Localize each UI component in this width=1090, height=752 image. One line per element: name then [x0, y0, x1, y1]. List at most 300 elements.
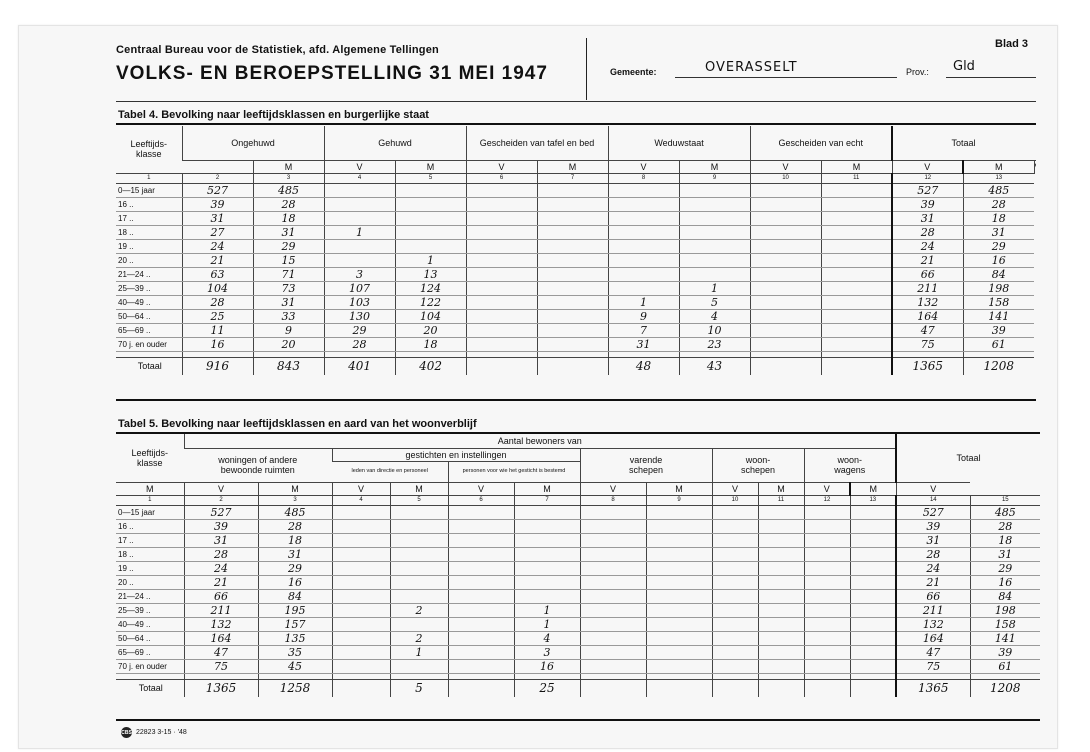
table5-total-cell[interactable] [712, 679, 758, 697]
table5-cell[interactable]: 45 [258, 659, 332, 673]
table5-cell[interactable] [758, 603, 804, 617]
table4-cell[interactable] [395, 211, 466, 225]
table4-cell[interactable] [821, 225, 892, 239]
table5-cell[interactable] [580, 547, 646, 561]
table4-cell[interactable] [466, 239, 537, 253]
table4-cell[interactable] [466, 309, 537, 323]
table5-cell[interactable]: 18 [258, 533, 332, 547]
table4-cell[interactable] [537, 323, 608, 337]
table5-cell[interactable] [804, 561, 850, 575]
table4-cell[interactable] [466, 183, 537, 197]
table4-cell[interactable]: 9 [608, 309, 679, 323]
table5-cell[interactable]: 132 [184, 617, 258, 631]
table5-cell[interactable] [804, 589, 850, 603]
table4-cell[interactable] [821, 337, 892, 351]
table5-cell[interactable]: 158 [970, 617, 1040, 631]
table4-cell[interactable] [324, 211, 395, 225]
table4-cell[interactable] [608, 183, 679, 197]
table5-cell[interactable] [712, 547, 758, 561]
table5-cell[interactable] [758, 519, 804, 533]
table4-cell[interactable] [821, 281, 892, 295]
table4-cell[interactable] [466, 337, 537, 351]
table5-cell[interactable]: 195 [258, 603, 332, 617]
table5-cell[interactable]: 485 [258, 505, 332, 519]
table4-cell[interactable] [395, 239, 466, 253]
table4-cell[interactable]: 39 [182, 197, 253, 211]
table4-cell[interactable] [750, 337, 821, 351]
table4-cell[interactable]: 124 [395, 281, 466, 295]
table5-cell[interactable]: 39 [184, 519, 258, 533]
table4-cell[interactable] [608, 197, 679, 211]
table5-cell[interactable] [390, 533, 448, 547]
table5-cell[interactable] [758, 561, 804, 575]
table5-cell[interactable] [332, 547, 390, 561]
table5-total-cell[interactable]: 25 [514, 679, 580, 697]
table4-cell[interactable] [395, 225, 466, 239]
table5-cell[interactable] [580, 589, 646, 603]
table4-cell[interactable] [821, 267, 892, 281]
table4-cell[interactable] [537, 183, 608, 197]
table5-cell[interactable] [448, 505, 514, 519]
table5-cell[interactable]: 28 [970, 519, 1040, 533]
table5-cell[interactable] [712, 533, 758, 547]
table5-cell[interactable] [850, 561, 896, 575]
table4-total-cell[interactable]: 401 [324, 357, 395, 375]
table5-cell[interactable] [646, 617, 712, 631]
table5-cell[interactable] [804, 603, 850, 617]
table4-cell[interactable] [750, 253, 821, 267]
table5-cell[interactable]: 198 [970, 603, 1040, 617]
table4-cell[interactable] [608, 239, 679, 253]
table4-cell[interactable]: 16 [182, 337, 253, 351]
table4-cell[interactable]: 1 [395, 253, 466, 267]
table5-cell[interactable] [514, 575, 580, 589]
table4-total-cell[interactable]: 1365 [892, 357, 963, 375]
table5-cell[interactable] [332, 645, 390, 659]
table5-cell[interactable] [390, 575, 448, 589]
table4-cell[interactable] [608, 211, 679, 225]
table5-cell[interactable]: 28 [896, 547, 970, 561]
table4-cell[interactable]: 73 [253, 281, 324, 295]
table4-cell[interactable] [821, 197, 892, 211]
table4-cell[interactable]: 71 [253, 267, 324, 281]
table5-cell[interactable] [448, 645, 514, 659]
table4-cell[interactable] [608, 281, 679, 295]
table5-cell[interactable] [332, 631, 390, 645]
table5-cell[interactable]: 39 [970, 645, 1040, 659]
table4-cell[interactable] [608, 267, 679, 281]
table5-cell[interactable] [712, 505, 758, 519]
table4-cell[interactable] [537, 337, 608, 351]
table5-cell[interactable]: 61 [970, 659, 1040, 673]
table5-cell[interactable] [332, 519, 390, 533]
table4-cell[interactable]: 1 [324, 225, 395, 239]
table4-cell[interactable]: 28 [324, 337, 395, 351]
table5-cell[interactable]: 527 [896, 505, 970, 519]
table5-cell[interactable] [804, 547, 850, 561]
table5-cell[interactable] [448, 561, 514, 575]
table5-cell[interactable] [758, 659, 804, 673]
table5-cell[interactable]: 35 [258, 645, 332, 659]
table4-cell[interactable]: 527 [182, 183, 253, 197]
table4-cell[interactable] [821, 211, 892, 225]
table5-cell[interactable] [804, 519, 850, 533]
table4-cell[interactable]: 31 [963, 225, 1034, 239]
table5-total-cell[interactable]: 1208 [970, 679, 1040, 697]
table5-cell[interactable] [580, 519, 646, 533]
table4-cell[interactable] [324, 239, 395, 253]
table5-total-cell[interactable] [850, 679, 896, 697]
table5-cell[interactable] [712, 575, 758, 589]
table4-cell[interactable]: 527 [892, 183, 963, 197]
table5-cell[interactable] [448, 617, 514, 631]
table4-cell[interactable] [537, 253, 608, 267]
table5-cell[interactable]: 28 [258, 519, 332, 533]
table5-cell[interactable] [758, 575, 804, 589]
table4-cell[interactable] [466, 267, 537, 281]
table4-cell[interactable] [466, 225, 537, 239]
table5-cell[interactable] [390, 547, 448, 561]
table5-cell[interactable] [804, 617, 850, 631]
table5-cell[interactable]: 527 [184, 505, 258, 519]
table5-cell[interactable] [758, 589, 804, 603]
table5-cell[interactable]: 66 [184, 589, 258, 603]
table5-cell[interactable] [448, 575, 514, 589]
table5-cell[interactable]: 211 [184, 603, 258, 617]
table4-cell[interactable]: 75 [892, 337, 963, 351]
table5-cell[interactable]: 141 [970, 631, 1040, 645]
table5-cell[interactable] [712, 603, 758, 617]
table4-cell[interactable] [679, 211, 750, 225]
table5-cell[interactable] [850, 575, 896, 589]
table4-cell[interactable] [537, 295, 608, 309]
table5-cell[interactable] [712, 631, 758, 645]
table4-total-cell[interactable] [750, 357, 821, 375]
table5-cell[interactable] [332, 505, 390, 519]
table5-cell[interactable] [804, 505, 850, 519]
table4-cell[interactable]: 25 [182, 309, 253, 323]
table4-total-cell[interactable] [537, 357, 608, 375]
table5-cell[interactable] [850, 603, 896, 617]
table5-cell[interactable]: 2 [390, 603, 448, 617]
table5-cell[interactable] [580, 575, 646, 589]
table5-cell[interactable] [646, 575, 712, 589]
table5-cell[interactable] [850, 533, 896, 547]
table5-cell[interactable]: 16 [258, 575, 332, 589]
table5-cell[interactable]: 3 [514, 645, 580, 659]
table5-cell[interactable] [646, 519, 712, 533]
table5-cell[interactable]: 2 [390, 631, 448, 645]
table4-cell[interactable]: 31 [253, 225, 324, 239]
gemeente-field[interactable]: OVERASSELT [705, 60, 798, 75]
table5-cell[interactable] [580, 505, 646, 519]
table5-cell[interactable] [390, 561, 448, 575]
table5-cell[interactable] [390, 659, 448, 673]
table4-cell[interactable] [679, 197, 750, 211]
table4-cell[interactable] [821, 309, 892, 323]
table4-total-cell[interactable] [466, 357, 537, 375]
table5-cell[interactable]: 132 [896, 617, 970, 631]
table4-cell[interactable] [466, 253, 537, 267]
table5-cell[interactable] [448, 631, 514, 645]
table4-cell[interactable] [608, 225, 679, 239]
table5-cell[interactable] [448, 533, 514, 547]
table4-cell[interactable]: 21 [892, 253, 963, 267]
table5-cell[interactable] [646, 547, 712, 561]
table4-total-cell[interactable]: 43 [679, 357, 750, 375]
table5-cell[interactable]: 1 [514, 603, 580, 617]
table5-total-cell[interactable]: 1365 [896, 679, 970, 697]
table5-cell[interactable] [850, 505, 896, 519]
table4-cell[interactable]: 10 [679, 323, 750, 337]
table5-cell[interactable]: 485 [970, 505, 1040, 519]
table5-cell[interactable] [390, 617, 448, 631]
table4-cell[interactable]: 485 [253, 183, 324, 197]
table4-cell[interactable] [679, 183, 750, 197]
table5-cell[interactable] [712, 589, 758, 603]
table5-cell[interactable] [646, 505, 712, 519]
table5-cell[interactable]: 18 [970, 533, 1040, 547]
table4-cell[interactable]: 211 [892, 281, 963, 295]
table5-cell[interactable] [804, 659, 850, 673]
table4-cell[interactable]: 24 [182, 239, 253, 253]
table5-cell[interactable] [332, 603, 390, 617]
table5-cell[interactable] [580, 561, 646, 575]
table5-cell[interactable] [332, 575, 390, 589]
table5-cell[interactable]: 24 [184, 561, 258, 575]
table5-cell[interactable] [448, 589, 514, 603]
table5-cell[interactable] [514, 561, 580, 575]
table4-cell[interactable] [750, 309, 821, 323]
table5-cell[interactable] [850, 659, 896, 673]
table4-cell[interactable] [750, 225, 821, 239]
table4-cell[interactable] [750, 183, 821, 197]
table5-cell[interactable] [712, 561, 758, 575]
table4-cell[interactable]: 28 [892, 225, 963, 239]
table4-cell[interactable]: 29 [324, 323, 395, 337]
table5-cell[interactable] [850, 617, 896, 631]
table4-cell[interactable]: 39 [892, 197, 963, 211]
table5-cell[interactable] [332, 589, 390, 603]
table5-cell[interactable]: 75 [184, 659, 258, 673]
table5-cell[interactable]: 66 [896, 589, 970, 603]
table4-cell[interactable]: 11 [182, 323, 253, 337]
table5-cell[interactable]: 211 [896, 603, 970, 617]
table5-cell[interactable]: 31 [258, 547, 332, 561]
table5-cell[interactable] [332, 659, 390, 673]
table4-total-cell[interactable]: 843 [253, 357, 324, 375]
table5-cell[interactable]: 157 [258, 617, 332, 631]
table4-cell[interactable]: 1 [679, 281, 750, 295]
table5-cell[interactable] [448, 519, 514, 533]
table4-cell[interactable]: 104 [395, 309, 466, 323]
table4-cell[interactable]: 103 [324, 295, 395, 309]
table4-cell[interactable]: 18 [395, 337, 466, 351]
table5-cell[interactable] [646, 631, 712, 645]
table4-cell[interactable]: 1 [608, 295, 679, 309]
table5-cell[interactable] [712, 659, 758, 673]
table4-cell[interactable] [537, 309, 608, 323]
table5-cell[interactable] [712, 519, 758, 533]
table4-cell[interactable] [395, 183, 466, 197]
table4-cell[interactable] [608, 253, 679, 267]
table5-total-cell[interactable] [758, 679, 804, 697]
table5-cell[interactable]: 31 [184, 533, 258, 547]
table5-cell[interactable] [646, 603, 712, 617]
table4-cell[interactable]: 29 [963, 239, 1034, 253]
table5-cell[interactable] [448, 603, 514, 617]
table5-cell[interactable] [758, 547, 804, 561]
table4-cell[interactable]: 7 [608, 323, 679, 337]
table4-cell[interactable]: 47 [892, 323, 963, 337]
table4-cell[interactable]: 198 [963, 281, 1034, 295]
table4-cell[interactable] [537, 281, 608, 295]
table4-cell[interactable]: 23 [679, 337, 750, 351]
table4-cell[interactable]: 63 [182, 267, 253, 281]
table4-cell[interactable] [324, 197, 395, 211]
table4-cell[interactable]: 164 [892, 309, 963, 323]
table4-total-cell[interactable]: 402 [395, 357, 466, 375]
table5-cell[interactable] [448, 547, 514, 561]
table5-total-cell[interactable]: 1258 [258, 679, 332, 697]
table5-cell[interactable] [850, 589, 896, 603]
table5-cell[interactable] [850, 645, 896, 659]
table4-cell[interactable]: 18 [253, 211, 324, 225]
table4-cell[interactable]: 485 [963, 183, 1034, 197]
table4-cell[interactable]: 28 [253, 197, 324, 211]
table5-cell[interactable] [580, 659, 646, 673]
table4-cell[interactable] [821, 239, 892, 253]
table5-cell[interactable]: 84 [258, 589, 332, 603]
table5-cell[interactable]: 31 [896, 533, 970, 547]
table5-total-cell[interactable] [580, 679, 646, 697]
table4-cell[interactable]: 158 [963, 295, 1034, 309]
table4-cell[interactable]: 3 [324, 267, 395, 281]
table4-cell[interactable]: 141 [963, 309, 1034, 323]
table5-cell[interactable]: 31 [970, 547, 1040, 561]
table4-cell[interactable]: 33 [253, 309, 324, 323]
table5-cell[interactable] [390, 519, 448, 533]
table4-cell[interactable]: 31 [253, 295, 324, 309]
table5-cell[interactable]: 164 [896, 631, 970, 645]
table5-cell[interactable]: 29 [970, 561, 1040, 575]
table5-total-cell[interactable] [332, 679, 390, 697]
table4-cell[interactable]: 5 [679, 295, 750, 309]
table5-cell[interactable] [580, 631, 646, 645]
table4-total-cell[interactable]: 916 [182, 357, 253, 375]
table4-cell[interactable]: 107 [324, 281, 395, 295]
table5-cell[interactable] [514, 589, 580, 603]
table5-cell[interactable] [712, 617, 758, 631]
table4-cell[interactable] [466, 281, 537, 295]
table4-cell[interactable]: 130 [324, 309, 395, 323]
table5-cell[interactable]: 47 [184, 645, 258, 659]
table4-cell[interactable] [466, 211, 537, 225]
table4-cell[interactable] [537, 211, 608, 225]
table4-cell[interactable] [679, 239, 750, 253]
table5-cell[interactable] [804, 533, 850, 547]
table4-cell[interactable] [750, 267, 821, 281]
table4-cell[interactable] [750, 197, 821, 211]
table4-cell[interactable] [750, 211, 821, 225]
table5-cell[interactable] [580, 645, 646, 659]
table4-cell[interactable] [750, 295, 821, 309]
table5-cell[interactable] [390, 505, 448, 519]
table5-cell[interactable]: 29 [258, 561, 332, 575]
table4-cell[interactable] [324, 183, 395, 197]
table4-cell[interactable] [395, 197, 466, 211]
table4-cell[interactable]: 39 [963, 323, 1034, 337]
table5-cell[interactable] [646, 533, 712, 547]
table5-cell[interactable]: 16 [970, 575, 1040, 589]
table5-cell[interactable] [332, 617, 390, 631]
table5-cell[interactable]: 84 [970, 589, 1040, 603]
table5-cell[interactable] [390, 589, 448, 603]
table4-cell[interactable]: 61 [963, 337, 1034, 351]
table4-cell[interactable] [821, 295, 892, 309]
table5-cell[interactable] [850, 519, 896, 533]
table4-cell[interactable]: 27 [182, 225, 253, 239]
table5-cell[interactable]: 75 [896, 659, 970, 673]
table5-cell[interactable] [580, 533, 646, 547]
table5-cell[interactable] [646, 589, 712, 603]
table5-cell[interactable] [514, 519, 580, 533]
table5-cell[interactable]: 24 [896, 561, 970, 575]
table5-cell[interactable] [646, 659, 712, 673]
table4-cell[interactable] [821, 253, 892, 267]
table5-cell[interactable] [758, 533, 804, 547]
table4-cell[interactable] [537, 197, 608, 211]
table4-cell[interactable]: 24 [892, 239, 963, 253]
table4-cell[interactable]: 18 [963, 211, 1034, 225]
table5-cell[interactable] [646, 561, 712, 575]
table4-cell[interactable] [537, 239, 608, 253]
province-field[interactable]: Gld [953, 59, 975, 74]
table4-cell[interactable]: 31 [608, 337, 679, 351]
table4-cell[interactable]: 66 [892, 267, 963, 281]
table5-cell[interactable] [514, 505, 580, 519]
table4-cell[interactable]: 16 [963, 253, 1034, 267]
table5-cell[interactable] [804, 575, 850, 589]
table4-cell[interactable]: 31 [892, 211, 963, 225]
table4-cell[interactable]: 132 [892, 295, 963, 309]
table5-total-cell[interactable] [646, 679, 712, 697]
table5-cell[interactable] [646, 645, 712, 659]
table4-total-cell[interactable]: 48 [608, 357, 679, 375]
table4-cell[interactable] [324, 253, 395, 267]
table5-total-cell[interactable] [448, 679, 514, 697]
table5-cell[interactable] [804, 631, 850, 645]
table4-cell[interactable] [821, 183, 892, 197]
table4-cell[interactable] [679, 225, 750, 239]
table4-cell[interactable]: 28 [182, 295, 253, 309]
table5-cell[interactable] [850, 547, 896, 561]
table4-cell[interactable] [466, 295, 537, 309]
table5-total-cell[interactable]: 5 [390, 679, 448, 697]
table5-cell[interactable] [514, 547, 580, 561]
table5-cell[interactable] [514, 533, 580, 547]
table5-cell[interactable] [758, 617, 804, 631]
table5-cell[interactable]: 21 [896, 575, 970, 589]
table4-cell[interactable] [537, 267, 608, 281]
table5-cell[interactable]: 21 [184, 575, 258, 589]
table4-cell[interactable] [679, 267, 750, 281]
table4-total-cell[interactable]: 1208 [963, 357, 1034, 375]
table5-cell[interactable]: 47 [896, 645, 970, 659]
table5-cell[interactable] [850, 631, 896, 645]
table4-cell[interactable]: 28 [963, 197, 1034, 211]
table5-cell[interactable]: 28 [184, 547, 258, 561]
